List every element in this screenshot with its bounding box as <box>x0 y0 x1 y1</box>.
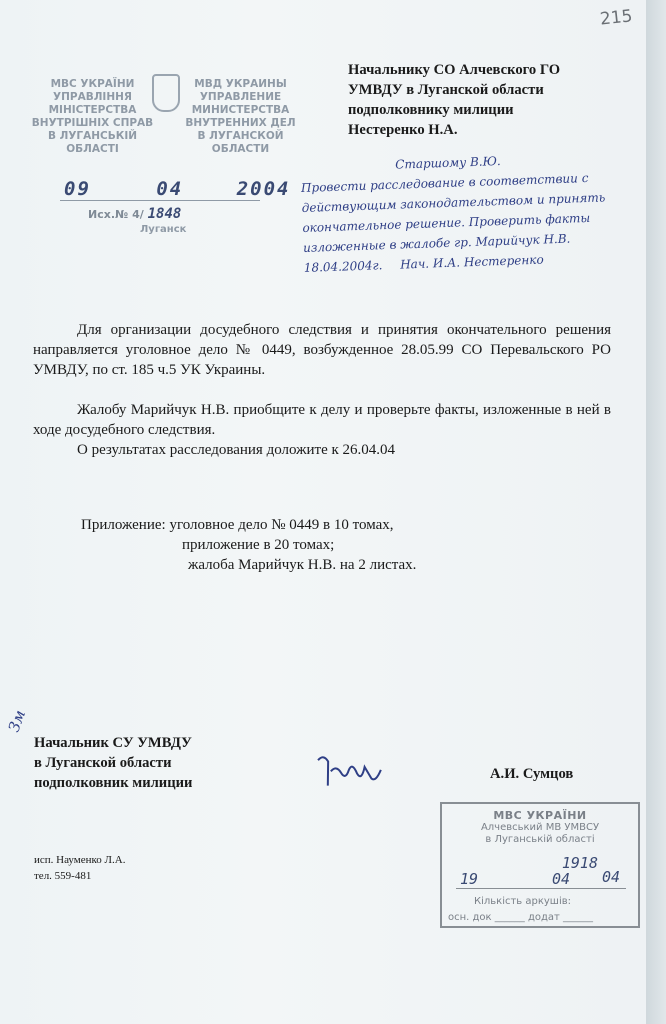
received-date-line <box>456 888 626 889</box>
stamp-line: МИНИСТЕРСТВА <box>191 104 290 116</box>
stamp-line: ОБЛАСТИ <box>211 143 270 155</box>
received-day: 19 <box>460 870 479 888</box>
resolution-line: действующим законодательством и принять <box>301 190 606 215</box>
handwritten-initials: Зм <box>4 707 30 735</box>
executor-phone: тел. 559-481 <box>34 870 92 882</box>
stamp-line: МВД УКРАИНЫ <box>194 78 287 90</box>
received-stamp <box>440 802 640 928</box>
stamp-date-underline <box>60 200 260 201</box>
addressee-line: подполковнику милиции <box>348 102 514 118</box>
received-sheets-label: Кількість аркушів: <box>474 896 572 907</box>
stamp-out-label: Исх.№ 4/ <box>88 208 144 221</box>
stamp-line: УПРАВЛІННЯ <box>53 91 132 103</box>
signer-line: в Луганской области <box>34 755 172 771</box>
stamp-city: Луганск <box>140 224 187 235</box>
received-month: 04 <box>552 870 571 888</box>
outgoing-stamp <box>30 72 310 235</box>
letter-body <box>33 320 611 460</box>
received-stamp-title: МВС УКРАЇНИ <box>493 809 587 822</box>
stamp-day: 09 <box>64 178 91 200</box>
stamp-line: ВНУТРІШНІХ СПРАВ <box>31 117 154 129</box>
handwritten-resolution <box>300 146 649 278</box>
stamp-line: УПРАВЛЕНИЕ <box>199 91 282 103</box>
body-paragraph: Жалобу Марийчук Н.В. приобщите к делу и проверьте факты, изложенные в ней в ходе досудебного следствия. <box>33 402 611 438</box>
received-stamp-org: Алчевський МВ УМВСУ <box>480 822 600 833</box>
addressee-line: УМВДУ в Луганской области <box>348 82 544 98</box>
stamp-right-text <box>178 78 303 156</box>
body-paragraph: Для организации досудебного следствия и принятия окончательного решения направляется уголовное дело № 0449, возбужденное 28.05.99 СО Перевальского РО УМВДУ, по ст. 185 ч.5 УК Украины. <box>33 322 611 378</box>
stamp-line: МВС УКРАЇНИ <box>50 78 135 90</box>
stamp-line: В ЛУГАНСЬКІЙ <box>47 130 138 142</box>
stamp-month: 04 <box>156 178 184 200</box>
executor-name: исп. Науменко Л.А. <box>34 854 126 866</box>
stamp-line: ВНУТРЕННИХ ДЕЛ <box>185 117 296 129</box>
addressee-block <box>348 60 560 140</box>
resolution-signer: Нач. И.А. Нестеренко <box>399 252 544 272</box>
signer-block <box>34 733 192 793</box>
received-stamp-region: в Луганській області <box>485 834 595 845</box>
received-basic-label: осн. док ______ додат ______ <box>448 912 594 923</box>
stamp-year: 2004 <box>236 178 291 200</box>
resolution-line: окончательное решение. Проверить факты <box>302 210 591 235</box>
page-edge <box>646 0 666 1024</box>
resolution-recipient: Старшому В.Ю. <box>395 154 501 172</box>
received-year: 04 <box>602 868 621 886</box>
trident-emblem-icon <box>152 74 180 112</box>
stamp-line: В ЛУГАНСКОЙ <box>197 130 284 142</box>
received-number: 1918 <box>561 854 598 872</box>
stamp-out-number: 1848 <box>147 206 182 222</box>
stamp-date <box>64 178 304 200</box>
attachment-list <box>81 515 416 575</box>
page-number: 215 <box>599 6 634 30</box>
stamp-left-text <box>30 78 155 156</box>
executor-block <box>34 852 125 884</box>
signer-name: А.И. Сумцов <box>490 766 574 782</box>
attachment-item: уголовное дело № 0449 в 10 томах, <box>169 517 394 533</box>
signer-line: подполковник милиции <box>34 775 193 791</box>
stamp-line: МІНІСТЕРСТВА <box>48 104 137 116</box>
body-paragraph: О результатах расследования доложите к 26.04.04 <box>77 442 396 458</box>
resolution-line: изложенные в жалобе гр. Марийчук Н.В. <box>302 231 571 255</box>
addressee-line: Начальнику СО Алчевского ГО <box>348 62 561 78</box>
addressee-line: Нестеренко Н.А. <box>348 122 458 138</box>
attachment-item: приложение в 20 томах; <box>182 537 335 553</box>
stamp-line: ОБЛАСТІ <box>66 143 119 155</box>
attachment-item: жалоба Марийчук Н.В. на 2 листах. <box>188 557 417 573</box>
resolution-date: 18.04.2004г. <box>303 258 383 275</box>
stamp-outgoing-number <box>88 206 181 222</box>
resolution-line: Провести расследование в соответствии с <box>300 170 589 195</box>
attachment-label: Приложение: <box>81 517 166 533</box>
signature-scribble-icon <box>313 748 386 799</box>
signer-line: Начальник СУ УМВДУ <box>34 735 192 751</box>
